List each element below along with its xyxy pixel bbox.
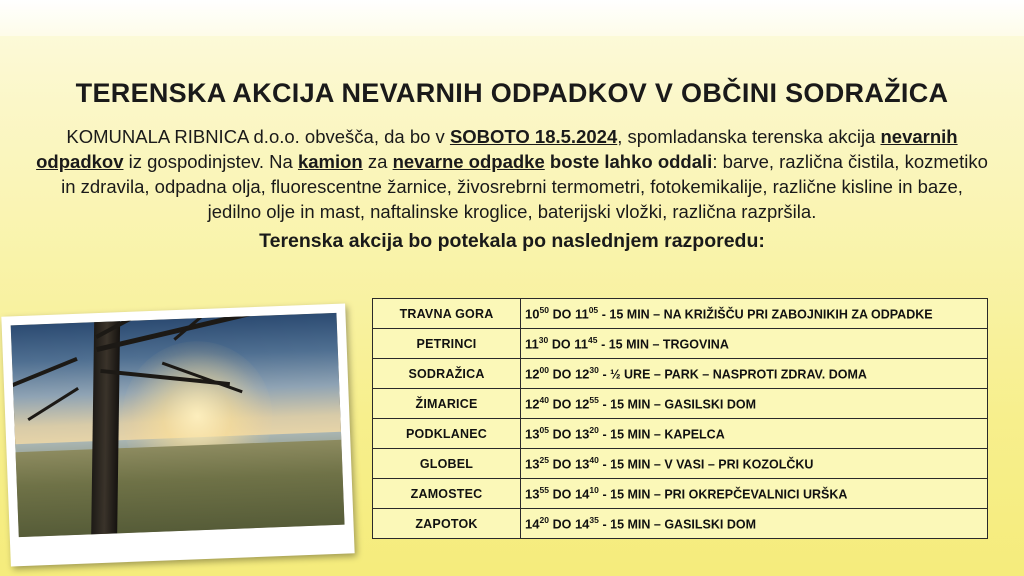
text-hazardous-waste: nevarnih odpadkov (36, 126, 958, 172)
location-cell: ZAPOTOK (373, 509, 521, 539)
photo-frame (1, 303, 354, 566)
text-date: SOBOTO 18.5.2024 (449, 126, 618, 147)
time-cell: $13^{05}$ DO $13^{20} - 15$ MIN – KAPELCA (521, 419, 988, 449)
location-cell: ZAMOSTEC (373, 479, 521, 509)
time-cell: $14^{20}$ DO $14^{35} - 15$ MIN – GASILSKI DOM (521, 509, 988, 539)
time-cell: $12^{00}$ DO $12^{30}$ - ½ URE – PARK – NASPROTI ZDRAV. DOMA (521, 359, 988, 389)
photo-ground (16, 440, 345, 537)
schedule-table (372, 298, 988, 539)
table-row (373, 449, 988, 479)
location-cell: GLOBEL (373, 449, 521, 479)
schedule-lead-text: Terenska akcija bo potekala po naslednjem razporedu: (259, 230, 765, 252)
location-cell: PODKLANEC (373, 419, 521, 449)
location-cell: SODRAŽICA (373, 359, 521, 389)
page-title: TERENSKA AKCIJA NEVARNIH ODPADKOV V OBČINI SODRAŽICA (75, 78, 949, 108)
schedule-table-body (373, 299, 988, 539)
photo-tree-trunk (91, 321, 120, 534)
text-hazardous-waste-2: nevarne odpadke (392, 151, 545, 172)
time-cell: $13^{55}$ DO $14^{10} - 15$ MIN – PRI OKREPČEVALNICI URŠKA (521, 479, 988, 509)
table-row (373, 359, 988, 389)
text-can-deliver: boste lahko oddali (544, 151, 713, 172)
time-cell: $13^{25}$ DO $13^{40} - 15$ MIN – V VASI – PRI KOZOLČKU (521, 449, 988, 479)
table-row (373, 329, 988, 359)
text-intro: KOMUNALA RIBNICA d.o.o. obvešča, da bo v (66, 126, 450, 147)
text-intro-cont: , spomladanska terenska akcija (617, 126, 881, 147)
table-row (373, 389, 988, 419)
table-row (373, 509, 988, 539)
location-cell: PETRINCI (373, 329, 521, 359)
announcement-paragraph (36, 124, 988, 254)
table-row (373, 479, 988, 509)
location-cell: TRAVNA GORA (373, 299, 521, 329)
location-cell: ŽIMARICE (373, 389, 521, 419)
text-from-households: iz gospodinjstev. Na (123, 151, 298, 172)
time-cell: $11^{30}$ DO $11^{45} - 15$ MIN – TRGOVINA (521, 329, 988, 359)
text-waste-list: : barve, različna čistila, kozmetiko in zdravila, odpadna olja, fluorescentne žarnice, živosrebrni termometri, fotokemikalije, različne kisline in baze, jedilno olje in mast, naftalinske kroglice, baterijski vložki, različna razpršila. (61, 151, 988, 222)
time-cell: $12^{40}$ DO $12^{55} - 15$ MIN – GASILSKI DOM (521, 389, 988, 419)
table-row (373, 299, 988, 329)
time-cell: $10^{50}$ DO $11^{05} - 15$ MIN – NA KRIŽIŠČU PRI ZABOJNIKIH ZA ODPADKE (521, 299, 988, 329)
text-for: za (362, 151, 393, 172)
tree-at-sunset-photo (11, 313, 345, 537)
text-truck: kamion (297, 151, 363, 172)
table-row (373, 419, 988, 449)
schedule-table-container (372, 298, 988, 539)
